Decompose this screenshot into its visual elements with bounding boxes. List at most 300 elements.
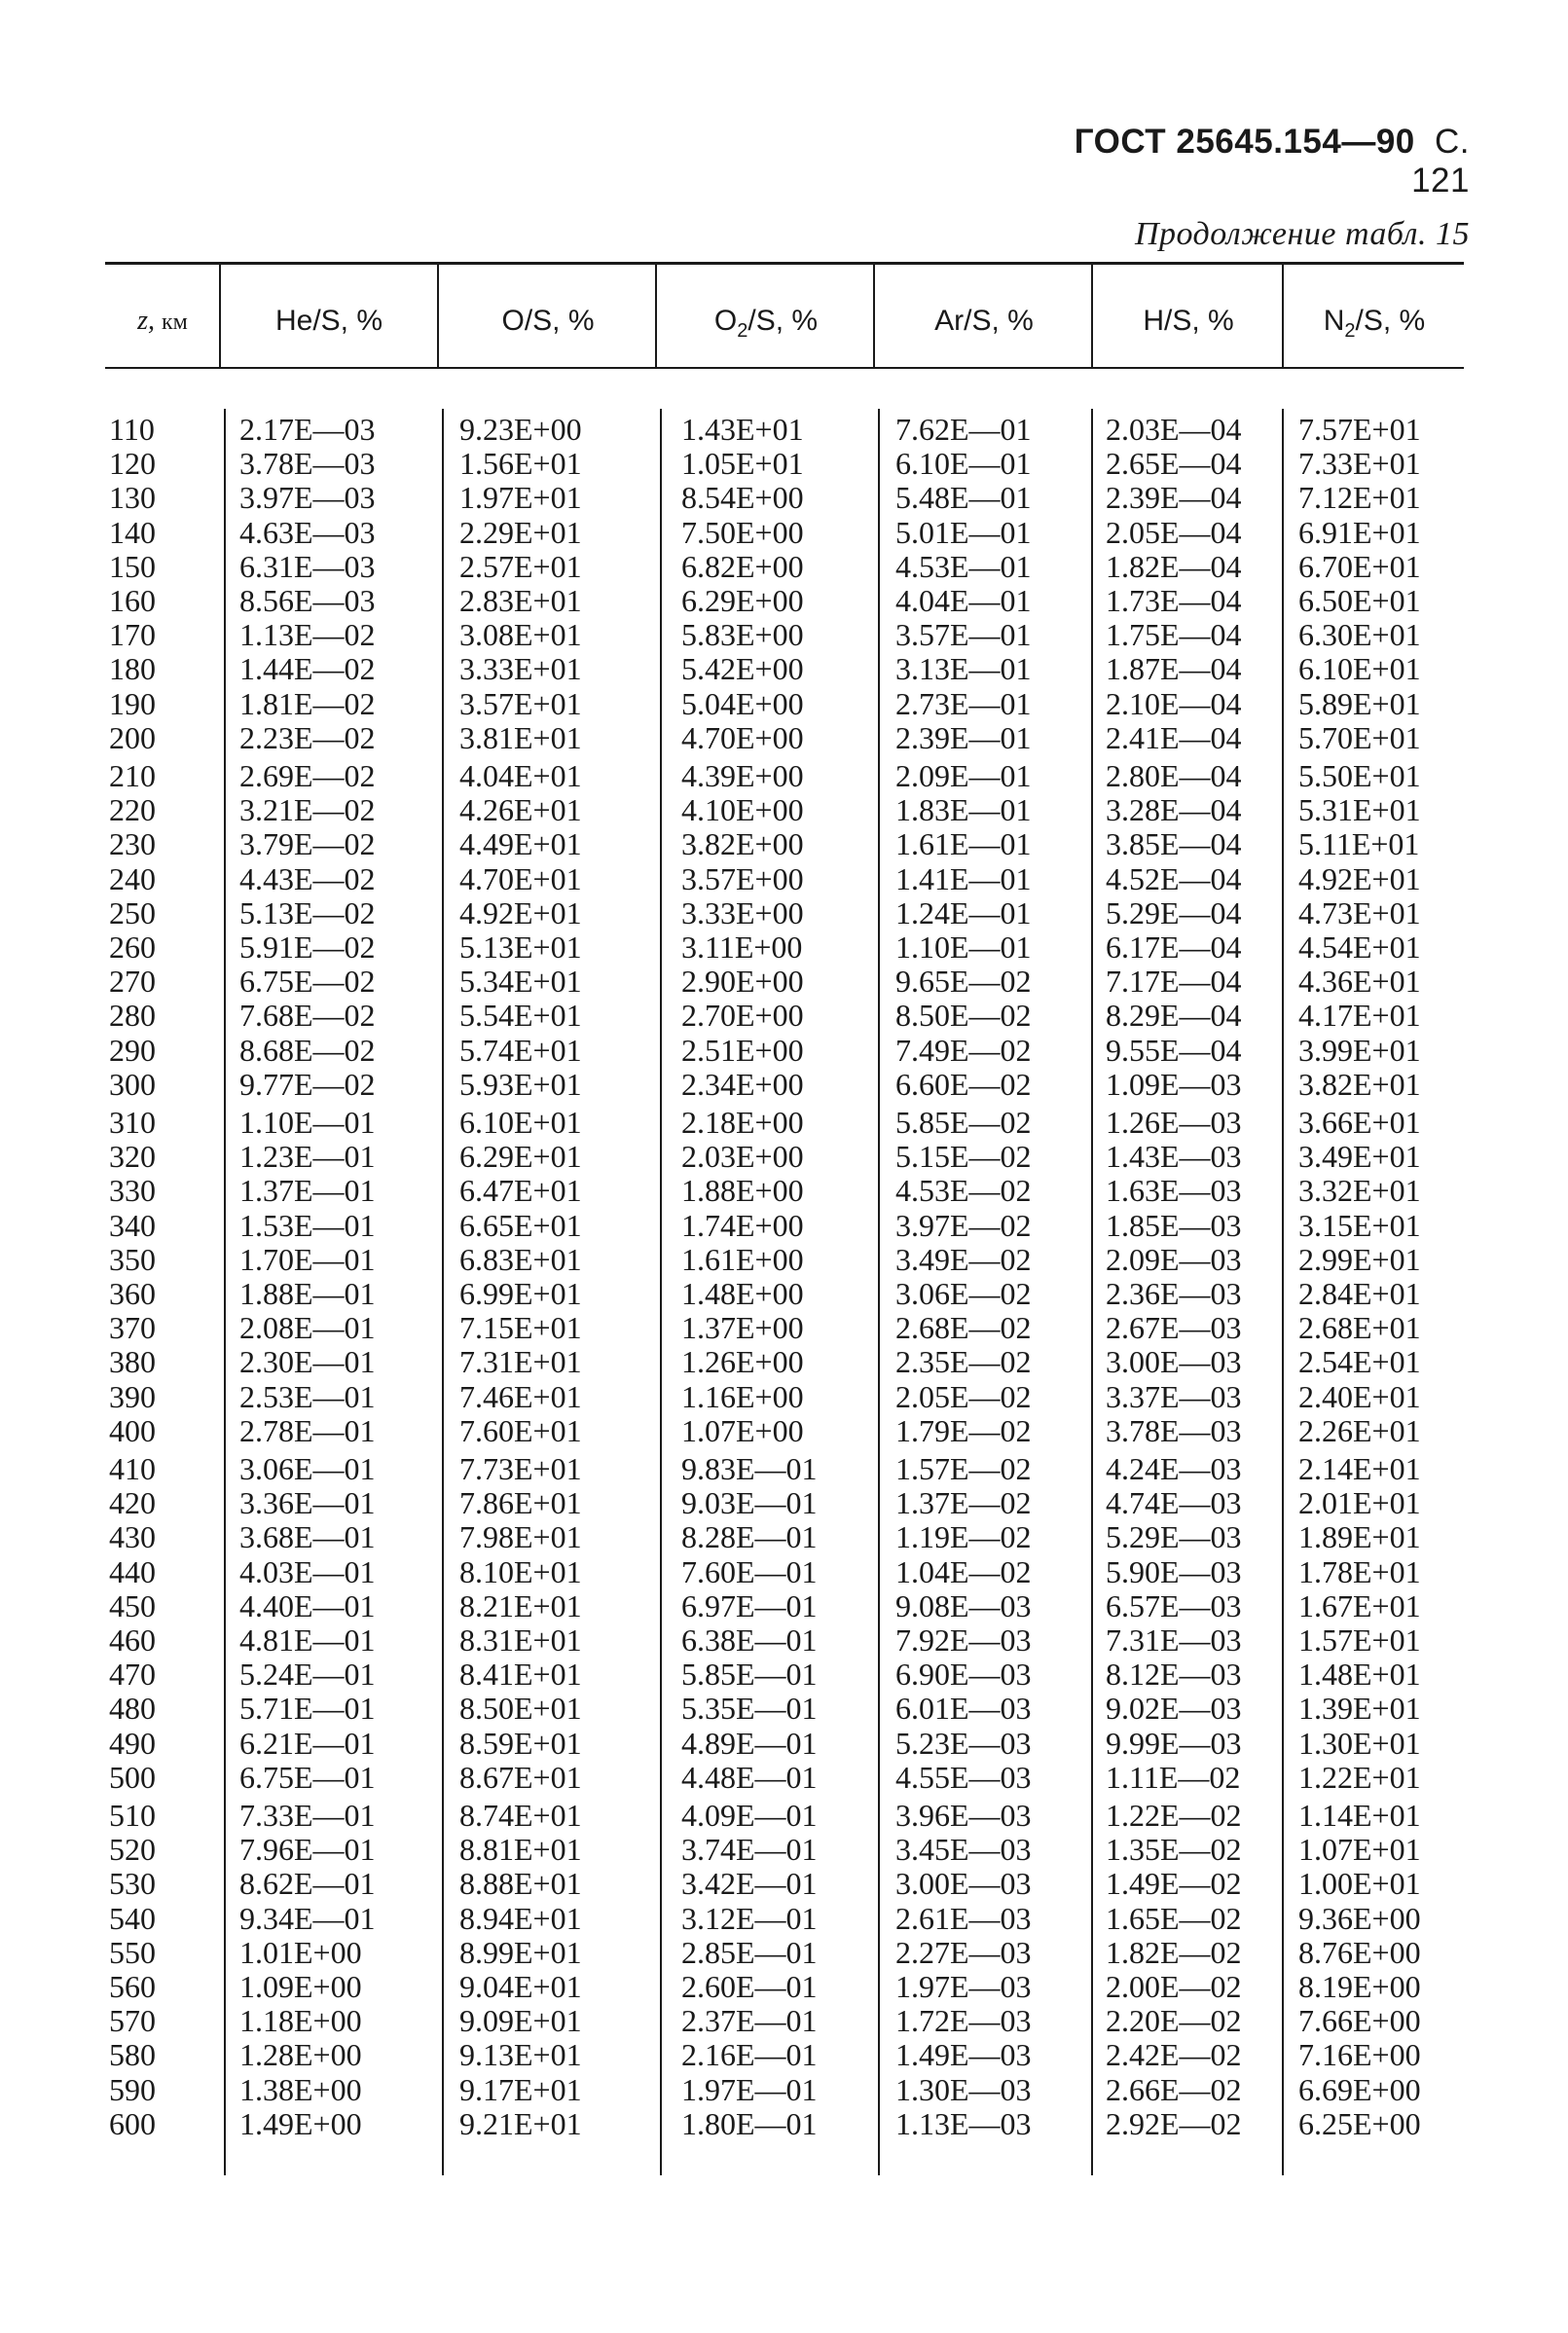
cell-o: 4.26E+01 xyxy=(459,792,582,828)
table-row xyxy=(0,1692,1568,1726)
cell-o2: 1.07E+00 xyxy=(681,1412,804,1448)
table-row xyxy=(0,1106,1568,1140)
table-row xyxy=(0,1833,1568,1867)
cell-h: 5.29E—03 xyxy=(1106,1519,1242,1555)
column-divider xyxy=(1091,265,1093,368)
cell-n2: 2.14E+01 xyxy=(1298,1451,1421,1486)
cell-he: 1.37E—01 xyxy=(239,1173,376,1209)
cell-h: 7.17E—04 xyxy=(1106,964,1242,1000)
cell-o2: 4.48E—01 xyxy=(681,1759,818,1795)
cell-he: 7.96E—01 xyxy=(239,1832,376,1868)
cell-ar: 3.57E—01 xyxy=(895,617,1032,653)
table-row xyxy=(0,1277,1568,1311)
cell-h: 2.05E—04 xyxy=(1106,514,1242,550)
cell-h: 2.20E—02 xyxy=(1106,2003,1242,2039)
cell-n2: 5.89E+01 xyxy=(1298,685,1421,721)
cell-h: 2.65E—04 xyxy=(1106,446,1242,482)
cell-o2: 2.37E—01 xyxy=(681,2003,818,2039)
cell-o2: 5.42E+00 xyxy=(681,651,804,687)
cell-altitude: 460 xyxy=(109,1622,156,1658)
cell-h: 1.73E—04 xyxy=(1106,583,1242,618)
cell-he: 3.68E—01 xyxy=(239,1519,376,1555)
table-row xyxy=(0,550,1568,584)
cell-o2: 5.83E+00 xyxy=(681,617,804,653)
cell-h: 2.41E—04 xyxy=(1106,719,1242,755)
table-row xyxy=(0,1140,1568,1174)
cell-o2: 7.60E—01 xyxy=(681,1553,818,1589)
table-row xyxy=(0,999,1568,1033)
cell-o2: 1.16E+00 xyxy=(681,1378,804,1414)
cell-o: 8.67E+01 xyxy=(459,1759,582,1795)
cell-o: 9.21E+01 xyxy=(459,2105,582,2141)
cell-n2: 9.36E+00 xyxy=(1298,1900,1421,1936)
cell-he: 4.81E—01 xyxy=(239,1622,376,1658)
table-row xyxy=(0,827,1568,861)
cell-he: 5.24E—01 xyxy=(239,1657,376,1693)
cell-n2: 8.19E+00 xyxy=(1298,1969,1421,2004)
cell-altitude: 450 xyxy=(109,1587,156,1623)
cell-o: 3.33E+01 xyxy=(459,651,582,687)
cell-n2: 7.12E+01 xyxy=(1298,480,1421,516)
cell-he: 2.17E—03 xyxy=(239,412,376,447)
cell-o2: 4.09E—01 xyxy=(681,1798,818,1833)
cell-o2: 7.50E+00 xyxy=(681,514,804,550)
table-row xyxy=(0,1243,1568,1277)
cell-h: 2.92E—02 xyxy=(1106,2105,1242,2141)
table-row xyxy=(0,1555,1568,1589)
cell-he: 5.71E—01 xyxy=(239,1691,376,1727)
table-caption: Продолжение табл. 15 xyxy=(1134,216,1470,252)
cell-o: 6.47E+01 xyxy=(459,1173,582,1209)
cell-altitude: 320 xyxy=(109,1139,156,1175)
cell-altitude: 230 xyxy=(109,826,156,862)
cell-h: 3.00E—03 xyxy=(1106,1344,1242,1380)
cell-he: 9.77E—02 xyxy=(239,1066,376,1102)
cell-he: 1.18E+00 xyxy=(239,2003,362,2039)
cell-altitude: 370 xyxy=(109,1310,156,1346)
cell-o: 1.97E+01 xyxy=(459,480,582,516)
cell-o2: 8.28E—01 xyxy=(681,1519,818,1555)
cell-he: 2.78E—01 xyxy=(239,1412,376,1448)
cell-n2: 4.92E+01 xyxy=(1298,860,1421,896)
table-row xyxy=(0,1970,1568,2004)
cell-n2: 2.01E+01 xyxy=(1298,1485,1421,1521)
cell-h: 1.43E—03 xyxy=(1106,1139,1242,1175)
cell-o: 3.08E+01 xyxy=(459,617,582,653)
cell-n2: 6.25E+00 xyxy=(1298,2105,1421,2141)
cell-altitude: 210 xyxy=(109,758,156,793)
cell-altitude: 190 xyxy=(109,685,156,721)
cell-altitude: 470 xyxy=(109,1657,156,1693)
cell-n2: 4.73E+01 xyxy=(1298,894,1421,930)
cell-o2: 3.11E+00 xyxy=(681,930,803,965)
cell-he: 6.21E—01 xyxy=(239,1725,376,1761)
cell-ar: 3.06E—02 xyxy=(895,1276,1032,1311)
cell-o2: 2.34E+00 xyxy=(681,1066,804,1102)
table-row xyxy=(0,584,1568,618)
cell-ar: 1.37E—02 xyxy=(895,1485,1032,1521)
cell-o: 8.21E+01 xyxy=(459,1587,582,1623)
cell-n2: 3.99E+01 xyxy=(1298,1032,1421,1068)
cell-n2: 1.89E+01 xyxy=(1298,1519,1421,1555)
cell-n2: 6.10E+01 xyxy=(1298,651,1421,687)
cell-n2: 5.50E+01 xyxy=(1298,758,1421,793)
cell-h: 9.99E—03 xyxy=(1106,1725,1242,1761)
header-he: He/S, % xyxy=(274,305,383,337)
cell-ar: 2.68E—02 xyxy=(895,1310,1032,1346)
cell-o2: 2.18E+00 xyxy=(681,1105,804,1140)
cell-he: 8.68E—02 xyxy=(239,1032,376,1068)
cell-o: 7.98E+01 xyxy=(459,1519,582,1555)
cell-altitude: 300 xyxy=(109,1066,156,1102)
cell-o: 7.60E+01 xyxy=(459,1412,582,1448)
cell-n2: 5.70E+01 xyxy=(1298,719,1421,755)
cell-o2: 1.43E+01 xyxy=(681,412,804,447)
cell-o2: 2.70E+00 xyxy=(681,998,804,1034)
cell-o: 8.31E+01 xyxy=(459,1622,582,1658)
cell-h: 2.80E—04 xyxy=(1106,758,1242,793)
cell-altitude: 420 xyxy=(109,1485,156,1521)
cell-o: 7.31E+01 xyxy=(459,1344,582,1380)
cell-altitude: 400 xyxy=(109,1412,156,1448)
cell-o2: 1.05E+01 xyxy=(681,446,804,482)
header-ar: Ar/S, % xyxy=(934,305,1034,337)
cell-o: 9.23E+00 xyxy=(459,412,582,447)
cell-altitude: 240 xyxy=(109,860,156,896)
cell-he: 3.78E—03 xyxy=(239,446,376,482)
cell-o: 8.59E+01 xyxy=(459,1725,582,1761)
cell-h: 2.42E—02 xyxy=(1106,2037,1242,2073)
cell-n2: 2.26E+01 xyxy=(1298,1412,1421,1448)
cell-o2: 3.82E+00 xyxy=(681,826,804,862)
cell-o2: 4.89E—01 xyxy=(681,1725,818,1761)
table-row xyxy=(0,1380,1568,1414)
document-id: ГОСТ 25645.154—90 xyxy=(1074,123,1415,161)
cell-altitude: 310 xyxy=(109,1105,156,1140)
cell-ar: 4.53E—01 xyxy=(895,548,1032,584)
cell-he: 1.88E—01 xyxy=(239,1276,376,1311)
cell-o: 8.74E+01 xyxy=(459,1798,582,1833)
cell-n2: 8.76E+00 xyxy=(1298,1934,1421,1970)
cell-n2: 2.84E+01 xyxy=(1298,1276,1421,1311)
table-row xyxy=(0,2107,1568,2141)
cell-h: 1.85E—03 xyxy=(1106,1207,1242,1243)
cell-h: 1.35E—02 xyxy=(1106,1832,1242,1868)
cell-ar: 2.35E—02 xyxy=(895,1344,1032,1380)
cell-altitude: 380 xyxy=(109,1344,156,1380)
cell-altitude: 520 xyxy=(109,1832,156,1868)
cell-ar: 9.08E—03 xyxy=(895,1587,1032,1623)
table-row xyxy=(0,1414,1568,1448)
cell-ar: 6.10E—01 xyxy=(895,446,1032,482)
cell-h: 1.82E—02 xyxy=(1106,1934,1242,1970)
cell-ar: 4.53E—02 xyxy=(895,1173,1032,1209)
cell-ar: 2.09E—01 xyxy=(895,758,1032,793)
cell-o2: 3.12E—01 xyxy=(681,1900,818,1936)
cell-n2: 1.14E+01 xyxy=(1298,1798,1421,1833)
cell-o: 7.46E+01 xyxy=(459,1378,582,1414)
table-row xyxy=(0,1727,1568,1761)
cell-o: 7.73E+01 xyxy=(459,1451,582,1486)
cell-n2: 6.69E+00 xyxy=(1298,2071,1421,2107)
cell-altitude: 290 xyxy=(109,1032,156,1068)
cell-n2: 7.33E+01 xyxy=(1298,446,1421,482)
cell-altitude: 590 xyxy=(109,2071,156,2107)
cell-n2: 1.57E+01 xyxy=(1298,1622,1421,1658)
cell-o2: 3.42E—01 xyxy=(681,1866,818,1902)
cell-o: 6.99E+01 xyxy=(459,1276,582,1311)
cell-altitude: 180 xyxy=(109,651,156,687)
cell-o2: 2.90E+00 xyxy=(681,964,804,1000)
table-row xyxy=(0,1068,1568,1102)
cell-h: 1.26E—03 xyxy=(1106,1105,1242,1140)
cell-h: 8.29E—04 xyxy=(1106,998,1242,1034)
cell-ar: 1.57E—02 xyxy=(895,1451,1032,1486)
cell-n2: 5.31E+01 xyxy=(1298,792,1421,828)
cell-altitude: 120 xyxy=(109,446,156,482)
table-row xyxy=(0,1902,1568,1936)
cell-o2: 3.33E+00 xyxy=(681,894,804,930)
cell-altitude: 500 xyxy=(109,1759,156,1795)
cell-ar: 1.79E—02 xyxy=(895,1412,1032,1448)
cell-n2: 4.36E+01 xyxy=(1298,964,1421,1000)
cell-n2: 1.39E+01 xyxy=(1298,1691,1421,1727)
cell-he: 2.08E—01 xyxy=(239,1310,376,1346)
cell-ar: 1.19E—02 xyxy=(895,1519,1032,1555)
table-row xyxy=(0,759,1568,793)
cell-ar: 1.83E—01 xyxy=(895,792,1032,828)
cell-o2: 1.80E—01 xyxy=(681,2105,818,2141)
cell-o: 3.57E+01 xyxy=(459,685,582,721)
cell-he: 4.03E—01 xyxy=(239,1553,376,1589)
cell-h: 2.66E—02 xyxy=(1106,2071,1242,2107)
cell-he: 3.06E—01 xyxy=(239,1451,376,1486)
table-row xyxy=(0,1799,1568,1833)
cell-o2: 9.03E—01 xyxy=(681,1485,818,1521)
cell-n2: 7.57E+01 xyxy=(1298,412,1421,447)
cell-h: 1.49E—02 xyxy=(1106,1866,1242,1902)
cell-o: 5.13E+01 xyxy=(459,930,582,965)
cell-o: 8.10E+01 xyxy=(459,1553,582,1589)
cell-n2: 2.54E+01 xyxy=(1298,1344,1421,1380)
cell-he: 1.44E—02 xyxy=(239,651,376,687)
table-row xyxy=(0,2004,1568,2038)
table-top-rule xyxy=(105,262,1464,265)
cell-he: 8.56E—03 xyxy=(239,583,376,618)
cell-ar: 7.49E—02 xyxy=(895,1032,1032,1068)
cell-n2: 2.40E+01 xyxy=(1298,1378,1421,1414)
cell-ar: 1.61E—01 xyxy=(895,826,1032,862)
cell-o: 7.15E+01 xyxy=(459,1310,582,1346)
cell-h: 1.09E—03 xyxy=(1106,1066,1242,1102)
cell-altitude: 280 xyxy=(109,998,156,1034)
cell-o: 2.29E+01 xyxy=(459,514,582,550)
cell-h: 2.10E—04 xyxy=(1106,685,1242,721)
cell-o2: 9.83E—01 xyxy=(681,1451,818,1486)
cell-o: 3.81E+01 xyxy=(459,719,582,755)
table-row xyxy=(0,1761,1568,1795)
cell-o2: 8.54E+00 xyxy=(681,480,804,516)
cell-o: 9.17E+01 xyxy=(459,2071,582,2107)
cell-n2: 3.66E+01 xyxy=(1298,1105,1421,1140)
cell-h: 2.67E—03 xyxy=(1106,1310,1242,1346)
cell-o2: 2.03E+00 xyxy=(681,1139,804,1175)
cell-ar: 1.24E—01 xyxy=(895,894,1032,930)
cell-altitude: 480 xyxy=(109,1691,156,1727)
cell-he: 3.21E—02 xyxy=(239,792,376,828)
cell-o: 8.50E+01 xyxy=(459,1691,582,1727)
cell-o: 5.93E+01 xyxy=(459,1066,582,1102)
table-row xyxy=(0,896,1568,930)
cell-n2: 1.30E+01 xyxy=(1298,1725,1421,1761)
cell-altitude: 270 xyxy=(109,964,156,1000)
cell-altitude: 350 xyxy=(109,1241,156,1277)
cell-o2: 2.16E—01 xyxy=(681,2037,818,2073)
cell-he: 8.62E—01 xyxy=(239,1866,376,1902)
cell-o: 1.56E+01 xyxy=(459,446,582,482)
cell-ar: 5.23E—03 xyxy=(895,1725,1032,1761)
cell-altitude: 200 xyxy=(109,719,156,755)
cell-o2: 2.60E—01 xyxy=(681,1969,818,2004)
cell-o: 8.94E+01 xyxy=(459,1900,582,1936)
table-row xyxy=(0,1311,1568,1345)
cell-he: 3.97E—03 xyxy=(239,480,376,516)
table-row xyxy=(0,1623,1568,1658)
cell-ar: 2.73E—01 xyxy=(895,685,1032,721)
cell-h: 6.57E—03 xyxy=(1106,1587,1242,1623)
cell-o2: 4.10E+00 xyxy=(681,792,804,828)
cell-h: 3.37E—03 xyxy=(1106,1378,1242,1414)
header-h: H/S, % xyxy=(1143,305,1234,337)
cell-h: 3.85E—04 xyxy=(1106,826,1242,862)
column-divider xyxy=(219,265,221,368)
cell-o: 8.99E+01 xyxy=(459,1934,582,1970)
cell-n2: 1.48E+01 xyxy=(1298,1657,1421,1693)
cell-ar: 3.45E—03 xyxy=(895,1832,1032,1868)
header-o2: $O_2/S$, % xyxy=(713,305,819,342)
cell-o2: 6.82E+00 xyxy=(681,548,804,584)
cell-o2: 1.61E+00 xyxy=(681,1241,804,1277)
cell-he: 1.53E—01 xyxy=(239,1207,376,1243)
cell-o: 4.49E+01 xyxy=(459,826,582,862)
cell-ar: 8.50E—02 xyxy=(895,998,1032,1034)
table-row xyxy=(0,687,1568,721)
cell-ar: 7.62E—01 xyxy=(895,412,1032,447)
cell-he: 1.38E+00 xyxy=(239,2071,362,2107)
cell-altitude: 540 xyxy=(109,1900,156,1936)
table-row xyxy=(0,930,1568,965)
cell-o2: 2.85E—01 xyxy=(681,1934,818,1970)
cell-ar: 2.27E—03 xyxy=(895,1934,1032,1970)
cell-h: 4.24E—03 xyxy=(1106,1451,1242,1486)
cell-o2: 1.37E+00 xyxy=(681,1310,804,1346)
table-row xyxy=(0,721,1568,755)
cell-o: 4.04E+01 xyxy=(459,758,582,793)
cell-ar: 9.65E—02 xyxy=(895,964,1032,1000)
cell-ar: 2.05E—02 xyxy=(895,1378,1032,1414)
cell-h: 1.82E—04 xyxy=(1106,548,1242,584)
cell-ar: 4.04E—01 xyxy=(895,583,1032,618)
cell-n2: 3.32E+01 xyxy=(1298,1173,1421,1209)
cell-o: 6.10E+01 xyxy=(459,1105,582,1140)
cell-altitude: 430 xyxy=(109,1519,156,1555)
cell-n2: 6.50E+01 xyxy=(1298,583,1421,618)
cell-altitude: 570 xyxy=(109,2003,156,2039)
cell-h: 1.11E—02 xyxy=(1106,1759,1241,1795)
table-row xyxy=(0,1174,1568,1208)
cell-o2: 6.29E+00 xyxy=(681,583,804,618)
table-header-rule xyxy=(105,367,1464,369)
cell-o: 9.13E+01 xyxy=(459,2037,582,2073)
cell-ar: 2.39E—01 xyxy=(895,719,1032,755)
cell-he: 1.01E+00 xyxy=(239,1934,362,1970)
cell-he: 4.43E—02 xyxy=(239,860,376,896)
cell-ar: 1.04E—02 xyxy=(895,1553,1032,1589)
cell-n2: 3.49E+01 xyxy=(1298,1139,1421,1175)
table-row xyxy=(0,2038,1568,2072)
cell-he: 7.33E—01 xyxy=(239,1798,376,1833)
cell-altitude: 330 xyxy=(109,1173,156,1209)
cell-h: 1.65E—02 xyxy=(1106,1900,1242,1936)
cell-n2: 5.11E+01 xyxy=(1298,826,1420,862)
cell-ar: 1.49E—03 xyxy=(895,2037,1032,2073)
cell-ar: 5.48E—01 xyxy=(895,480,1032,516)
cell-altitude: 440 xyxy=(109,1553,156,1589)
cell-ar: 5.01E—01 xyxy=(895,514,1032,550)
cell-n2: 1.00E+01 xyxy=(1298,1866,1421,1902)
table-row xyxy=(0,516,1568,550)
cell-h: 2.03E—04 xyxy=(1106,412,1242,447)
cell-n2: 2.68E+01 xyxy=(1298,1310,1421,1346)
cell-o2: 1.74E+00 xyxy=(681,1207,804,1243)
cell-h: 4.52E—04 xyxy=(1106,860,1242,896)
cell-h: 2.09E—03 xyxy=(1106,1241,1242,1277)
cell-he: 1.49E+00 xyxy=(239,2105,362,2141)
cell-altitude: 130 xyxy=(109,480,156,516)
cell-ar: 7.92E—03 xyxy=(895,1622,1032,1658)
cell-he: 6.75E—02 xyxy=(239,964,376,1000)
header-n2: $N_2/S$, % xyxy=(1323,305,1426,342)
table-row xyxy=(0,652,1568,686)
cell-ar: 1.72E—03 xyxy=(895,2003,1032,2039)
column-divider xyxy=(873,265,875,368)
cell-ar: 6.01E—03 xyxy=(895,1691,1032,1727)
cell-h: 1.87E—04 xyxy=(1106,651,1242,687)
table-row xyxy=(0,1209,1568,1243)
table-row xyxy=(0,793,1568,827)
cell-o: 6.65E+01 xyxy=(459,1207,582,1243)
cell-o2: 1.48E+00 xyxy=(681,1276,804,1311)
cell-o: 9.04E+01 xyxy=(459,1969,582,2004)
cell-ar: 3.13E—01 xyxy=(895,651,1032,687)
cell-he: 3.36E—01 xyxy=(239,1485,376,1521)
cell-he: 2.23E—02 xyxy=(239,719,376,755)
cell-altitude: 170 xyxy=(109,617,156,653)
cell-h: 4.74E—03 xyxy=(1106,1485,1242,1521)
cell-n2: 6.70E+01 xyxy=(1298,548,1421,584)
cell-ar: 3.97E—02 xyxy=(895,1207,1032,1243)
cell-h: 6.17E—04 xyxy=(1106,930,1242,965)
cell-h: 9.02E—03 xyxy=(1106,1691,1242,1727)
table-row xyxy=(0,618,1568,652)
table-row xyxy=(0,1589,1568,1623)
cell-he: 2.53E—01 xyxy=(239,1378,376,1414)
cell-altitude: 550 xyxy=(109,1934,156,1970)
table-row xyxy=(0,1486,1568,1520)
cell-altitude: 250 xyxy=(109,894,156,930)
cell-he: 6.75E—01 xyxy=(239,1759,376,1795)
cell-h: 5.29E—04 xyxy=(1106,894,1242,930)
